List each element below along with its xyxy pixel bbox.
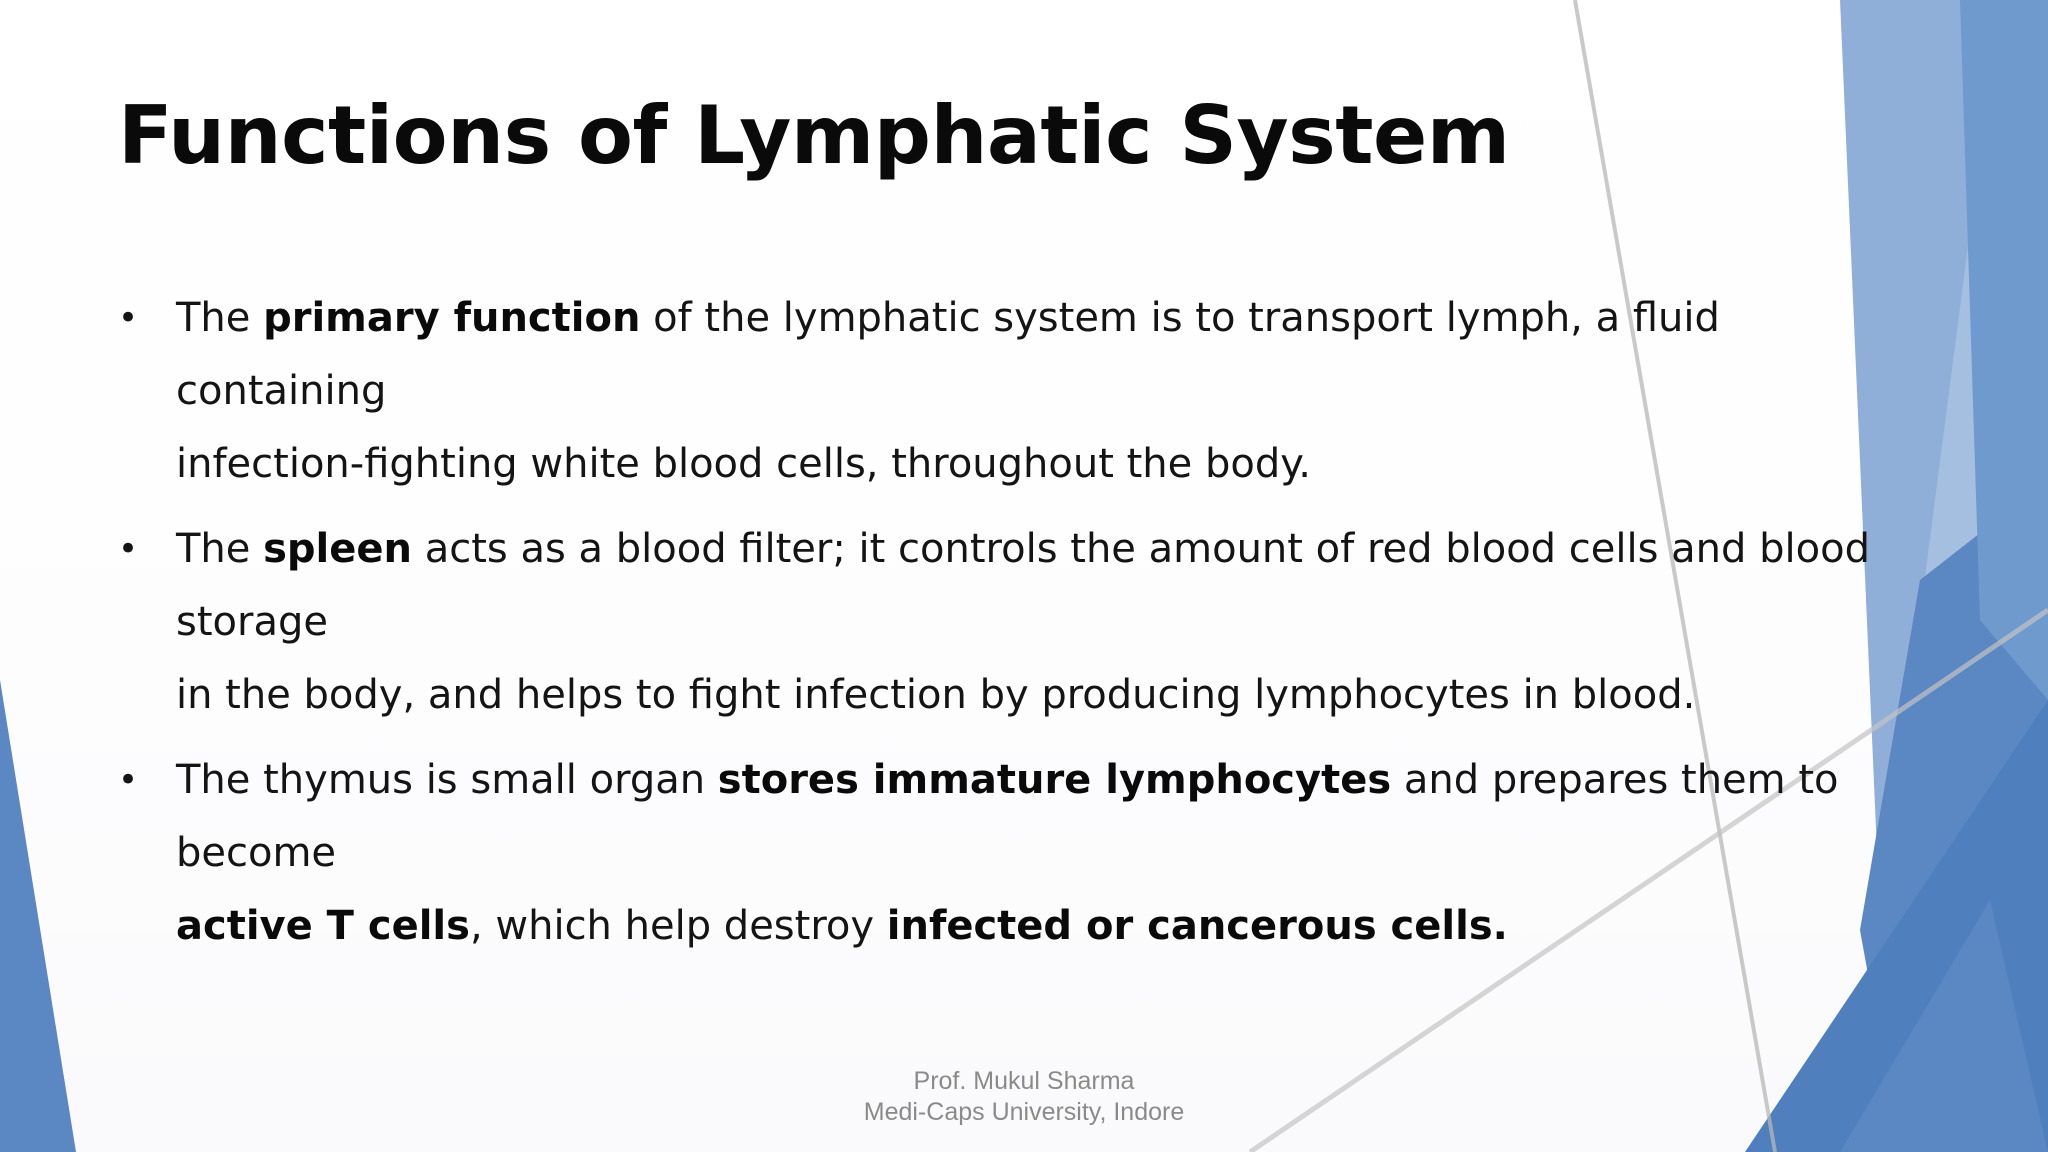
bullet-marker: •: [118, 529, 139, 569]
footer-institution: Medi-Caps University, Indore: [863, 1098, 1185, 1126]
bullet-item: [118, 744, 1938, 963]
bullet-emphasis: stores immature lymphocytes: [717, 757, 1392, 803]
bullet-list: [118, 282, 1938, 975]
slide-title: Functions of Lymphatic System: [118, 89, 1510, 182]
decor-left-triangle: [0, 680, 76, 1152]
slide-footer: [824, 1066, 1224, 1128]
bullet-text: of the lymphatic system is to transport lymph, a fluid containing: [176, 295, 1720, 414]
bullet-text: , which help destroy: [469, 903, 887, 949]
bullet-text: acts as a blood filter; it controls the amount of red blood cells and blood storage: [176, 526, 1870, 645]
bullet-marker: •: [118, 298, 139, 338]
bullet-emphasis: active T cells: [176, 903, 470, 949]
bullet-text: in the body, and helps to fight infection by producing lymphocytes in blood.: [176, 672, 1696, 718]
bullet-item: [118, 513, 1938, 732]
bullet-emphasis: infected or cancerous cells.: [886, 903, 1508, 949]
footer-author: Prof. Mukul Sharma: [913, 1067, 1135, 1095]
bullet-text: infection-fighting white blood cells, throughout the body.: [176, 441, 1311, 487]
bullet-text: The thymus is small organ: [176, 757, 718, 803]
bullet-marker: •: [118, 760, 139, 800]
bullet-item: [118, 282, 1938, 501]
bullet-text: The: [176, 295, 264, 341]
bullet-text: and prepares them to become: [176, 757, 1839, 876]
bullet-text: The: [176, 526, 264, 572]
bullet-emphasis: primary function: [263, 295, 641, 341]
bullet-emphasis: spleen: [263, 526, 412, 572]
